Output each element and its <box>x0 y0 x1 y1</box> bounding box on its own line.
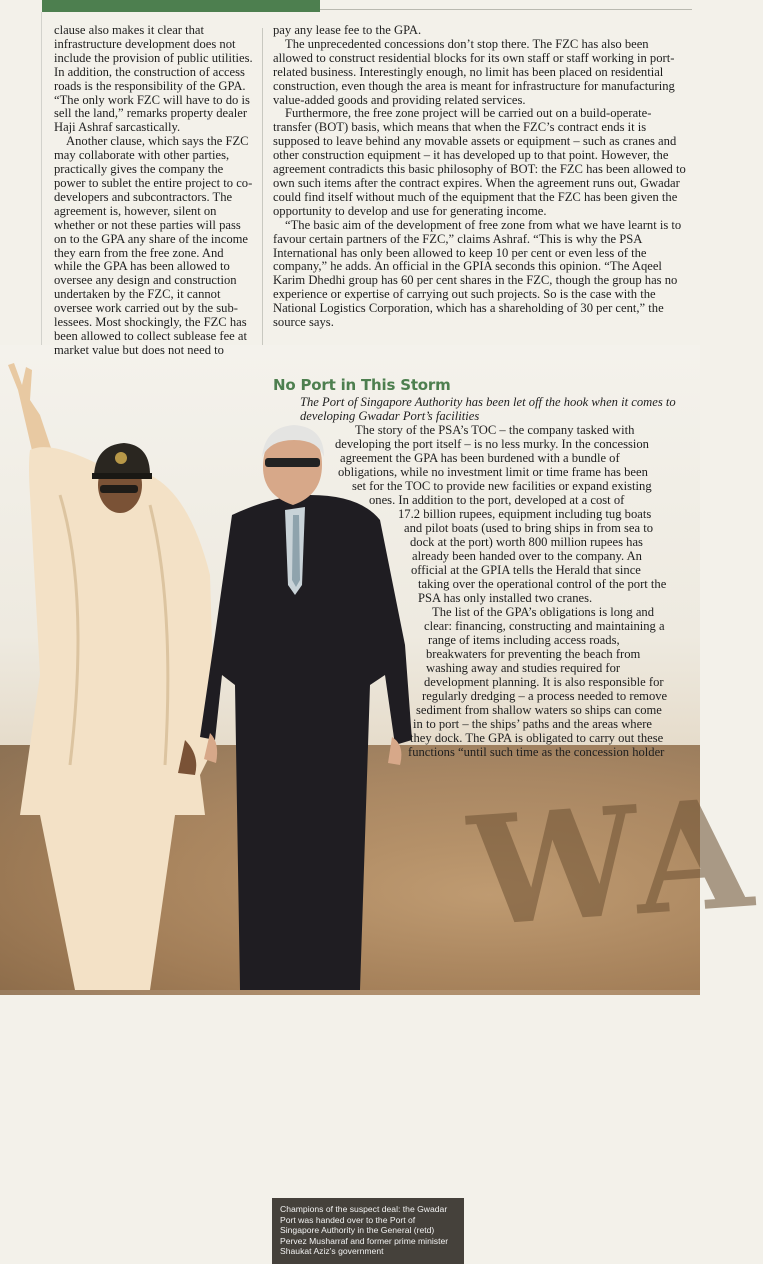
body-line: clear: financing, constructing and maintaining a <box>424 619 665 633</box>
body-line: set for the TOC to provide new facilities or expand existing <box>352 479 652 493</box>
body-line: dock at the port) worth 800 million rupees has <box>410 535 643 549</box>
body-line: already been handed over to the company. An <box>412 549 642 563</box>
right-paragraph-2: The unprecedented concessions don’t stop there. The FZC has also been allowed to construct residential blocks for its own staff or staff working in port-related business. Interestingly enough, no limit has been placed on residential construction, even though the area is meant for infrastructure for manufacturing value-added goods and providing related services. <box>273 36 675 107</box>
body-line: 17.2 billion rupees, equipment including tug boats <box>398 507 652 521</box>
body-line: obligations, while no investment limit or time frame has been <box>338 465 648 479</box>
photo-caption: Champions of the suspect deal: the Gwadar Port was handed over to the Port of Singapore Authority in the General (retd) Pervez Musharraf and former prime minister Shaukat Aziz’s government <box>272 1198 464 1264</box>
man-in-suit-figure <box>200 425 412 990</box>
body-line: The story of the PSA’s TOC – the company tasked with <box>355 423 635 437</box>
body-line: range of items including access roads, <box>428 633 620 647</box>
body-line: agreement the GPA has been burdened with a bundle of <box>340 451 620 465</box>
right-paragraph-4: “The basic aim of the development of free zone from what we have learnt is to favour certain partners of the FZC,” claims Ashraf. “This is why the PSA International has only been allowed to keep 10 per cent or even less of the company,” he adds. An official in the GPIA seconds this opinion. “The Aqeel Karim Dhedhi group has 60 per cent shares in the FZC, though the group has no experience or expertise of carrying out such projects. So is the case with the National Logistics Corporation, which has a shareholding of 30 per cent,” the source says. <box>273 217 682 330</box>
body-line: they dock. The GPA is obligated to carry out these <box>410 731 664 745</box>
body-line: The list of the GPA’s obligations is long and <box>432 605 655 619</box>
body-line: functions “until such time as the concession holder <box>408 745 665 759</box>
right-column <box>273 24 687 330</box>
body-line: sediment from shallow waters so ships can come <box>416 703 662 717</box>
top-accent-bar <box>42 0 320 12</box>
body-line: PSA has only installed two cranes. <box>418 591 593 605</box>
section-heading: No Port in This Storm <box>273 376 451 394</box>
top-rule <box>320 9 692 10</box>
body-line: washing away and studies required for <box>426 661 621 675</box>
left-paragraph-2: Another clause, which says the FZC may collaborate with other parties, practically gives the company the power to sublet the entire project to co-developers and subcontractors. The agreement is, however, silent on whether or not these parties will pass on to the GPA any share of the income they earn from the free zone. And while the GPA has been allowed to oversee any design and construction undertaken by the FZC, it cannot oversee work carried out by the sub-lessees. Most shockingly, the FZC has been allowed to collect sublease fee at market value but does not need to <box>54 134 253 357</box>
body-line: development planning. It is also responsible for <box>424 675 664 689</box>
body-line: ones. In addition to the port, developed at a cost of <box>369 493 625 507</box>
body-line: developing the port itself – is no less murky. In the concession <box>335 437 649 451</box>
right-paragraph-3: Furthermore, the free zone project will be carried out on a build-operate-transfer (BOT) basis, which means that when the FZC’s contract ends it is supposed to leave behind any movable assets or equipment – such as cranes and other construction equipment – it has developed up to that point. However, the agreement contradicts this basic philosophy of BOT: the FZC has been allowed to own such items after the contract expires. When the agreement runs out, Gwadar could find itself without much of the equipment that the FZC has been given the opportunity to develop and use for generating income. <box>273 106 686 218</box>
body-line: official at the GPIA tells the Herald that since <box>411 563 641 577</box>
section-standfirst: The Port of Singapore Authority has been let off the hook when it comes to developing Gwadar Port’s facilities <box>300 395 676 423</box>
left-paragraph-1: clause also makes it clear that infrastructure development does not include the provision of public utilities. In addition, the construction of access roads is the responsibility of the GPA. “The only work FZC will have to do is sell the land,” remarks property dealer Haji Ashraf sarcastically. <box>54 23 253 135</box>
column-divider <box>262 28 263 354</box>
man-in-white-figure <box>8 363 215 990</box>
body-line: taking over the operational control of the port the <box>418 577 667 591</box>
body-line: breakwaters for preventing the beach from <box>426 647 641 661</box>
right-paragraph-1: pay any lease fee to the GPA. <box>273 23 422 37</box>
sand-writing: WA <box>464 765 763 961</box>
body-line: regularly dredging – a process needed to remove <box>422 689 668 703</box>
body-line: and pilot boats (used to bring ships in from sea to <box>404 521 654 535</box>
left-column <box>54 24 254 358</box>
body-line: in to port – the ships’ paths and the areas where <box>413 717 652 731</box>
